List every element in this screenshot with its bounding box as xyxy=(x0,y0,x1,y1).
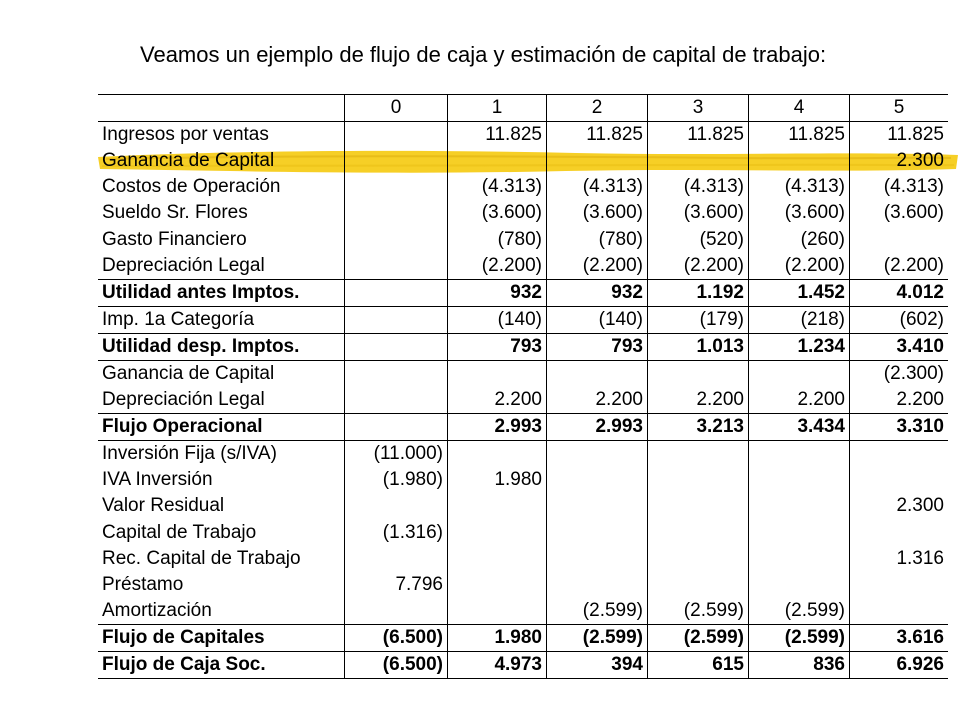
header-cell: 1 xyxy=(448,95,547,122)
table-row xyxy=(98,414,948,441)
value-cell xyxy=(749,148,850,174)
row-label: Utilidad desp. Imptos. xyxy=(98,333,345,360)
header-cell: 2 xyxy=(547,95,648,122)
value-cell: 4.973 xyxy=(448,651,547,678)
value-cell xyxy=(448,493,547,519)
value-cell xyxy=(547,467,648,493)
value-cell: 7.796 xyxy=(345,572,448,598)
value-cell: (4.313) xyxy=(749,174,850,200)
value-cell xyxy=(850,467,949,493)
value-cell: 3.410 xyxy=(850,333,949,360)
value-cell: 1.980 xyxy=(448,624,547,651)
value-cell xyxy=(448,598,547,625)
value-cell xyxy=(448,572,547,598)
value-cell xyxy=(850,598,949,625)
value-cell xyxy=(448,520,547,546)
value-cell: 793 xyxy=(448,333,547,360)
row-label: Rec. Capital de Trabajo xyxy=(98,546,345,572)
value-cell xyxy=(749,546,850,572)
value-cell: 932 xyxy=(448,279,547,306)
value-cell: (4.313) xyxy=(648,174,749,200)
value-cell: (4.313) xyxy=(547,174,648,200)
value-cell: 2.993 xyxy=(547,414,648,441)
value-cell xyxy=(749,467,850,493)
value-cell xyxy=(547,360,648,387)
table-row xyxy=(98,441,948,468)
table-row xyxy=(98,253,948,280)
header-cell: 0 xyxy=(345,95,448,122)
value-cell xyxy=(345,174,448,200)
value-cell: (2.200) xyxy=(547,253,648,280)
value-cell xyxy=(749,493,850,519)
value-cell: (2.200) xyxy=(448,253,547,280)
value-cell xyxy=(345,333,448,360)
value-cell: 1.980 xyxy=(448,467,547,493)
value-cell xyxy=(345,493,448,519)
header-cell: 5 xyxy=(893,97,905,119)
value-cell: 2.200 xyxy=(547,387,648,414)
table-header-row xyxy=(98,95,948,122)
value-cell: (780) xyxy=(448,226,547,252)
row-label: Depreciación Legal xyxy=(98,253,345,280)
value-cell xyxy=(547,546,648,572)
slide-title: Veamos un ejemplo de flujo de caja y estimación de capital de trabajo: xyxy=(140,42,827,67)
value-cell xyxy=(850,520,949,546)
table-row xyxy=(98,333,948,360)
table-row xyxy=(98,360,948,387)
value-cell: (140) xyxy=(547,306,648,333)
table-row xyxy=(98,651,948,678)
value-cell: 1.316 xyxy=(896,547,944,569)
value-cell xyxy=(850,572,949,598)
value-cell: (3.600) xyxy=(547,200,648,226)
header-cell: 4 xyxy=(749,95,850,122)
value-cell: (3.600) xyxy=(448,200,547,226)
value-cell xyxy=(345,253,448,280)
value-cell xyxy=(448,546,547,572)
value-cell xyxy=(345,546,448,572)
row-label: IVA Inversión xyxy=(98,467,345,493)
table-row xyxy=(98,174,948,200)
value-cell: (3.600) xyxy=(648,200,749,226)
value-cell: (4.313) xyxy=(448,174,547,200)
value-cell: (2.200) xyxy=(749,253,850,280)
value-cell: 11.825 xyxy=(648,122,749,149)
value-cell xyxy=(850,226,949,252)
row-label: Depreciación Legal xyxy=(98,387,345,414)
value-cell xyxy=(448,360,547,387)
value-cell: 2.200 xyxy=(448,387,547,414)
value-cell xyxy=(345,598,448,625)
value-cell: 1.013 xyxy=(648,333,749,360)
row-label: Amortización xyxy=(98,598,345,625)
table-row xyxy=(98,572,948,598)
table-row xyxy=(98,226,948,252)
value-cell: 2.993 xyxy=(448,414,547,441)
value-cell xyxy=(648,572,749,598)
value-cell: 1.234 xyxy=(749,333,850,360)
value-cell: 2.200 xyxy=(648,387,749,414)
value-cell: (520) xyxy=(648,226,749,252)
value-cell: (11.000) xyxy=(345,441,448,468)
row-label: Sueldo Sr. Flores xyxy=(98,200,345,226)
value-cell xyxy=(749,360,850,387)
value-cell: (1.316) xyxy=(345,520,448,546)
value-cell: 3.616 xyxy=(850,624,949,651)
value-cell xyxy=(648,467,749,493)
value-cell: 836 xyxy=(749,651,850,678)
value-cell: (2.599) xyxy=(749,624,850,651)
row-label: Flujo Operacional xyxy=(98,414,345,441)
value-cell: 11.825 xyxy=(448,122,547,149)
value-cell: (6.500) xyxy=(345,651,448,678)
value-cell xyxy=(448,148,547,174)
value-cell xyxy=(345,226,448,252)
value-cell xyxy=(547,572,648,598)
header-cell: 3 xyxy=(648,95,749,122)
value-cell: (2.599) xyxy=(547,598,648,625)
value-cell: 11.825 xyxy=(850,122,949,149)
value-cell xyxy=(648,441,749,468)
value-cell: 2.200 xyxy=(749,387,850,414)
value-cell xyxy=(547,520,648,546)
value-cell xyxy=(749,572,850,598)
table-row xyxy=(98,493,948,519)
table-row xyxy=(98,122,948,149)
row-label: Capital de Trabajo xyxy=(98,520,345,546)
value-cell xyxy=(345,148,448,174)
row-label: Gasto Financiero xyxy=(98,226,345,252)
row-label: Ingresos por ventas xyxy=(98,122,345,149)
value-cell: 793 xyxy=(547,333,648,360)
row-label: Ganancia de Capital xyxy=(98,360,345,387)
value-cell: 2.200 xyxy=(896,389,944,411)
value-cell xyxy=(648,148,749,174)
value-cell xyxy=(345,387,448,414)
value-cell xyxy=(345,200,448,226)
value-cell xyxy=(648,360,749,387)
table-row xyxy=(98,387,948,414)
value-cell: (2.599) xyxy=(547,624,648,651)
value-cell: 394 xyxy=(547,651,648,678)
value-cell: (2.300) xyxy=(850,360,949,387)
value-cell: (179) xyxy=(648,306,749,333)
header-cell xyxy=(98,95,345,122)
value-cell: 2.300 xyxy=(896,495,944,517)
row-label: Ganancia de Capital xyxy=(98,148,345,174)
value-cell: 615 xyxy=(648,651,749,678)
value-cell xyxy=(749,520,850,546)
value-cell xyxy=(850,441,949,468)
table-row xyxy=(98,306,948,333)
value-cell: (2.200) xyxy=(648,253,749,280)
value-cell xyxy=(547,148,648,174)
value-cell: 11.825 xyxy=(547,122,648,149)
row-label: Imp. 1a Categoría xyxy=(98,306,345,333)
value-cell: 3.434 xyxy=(749,414,850,441)
row-label: Valor Residual xyxy=(98,493,345,519)
value-cell xyxy=(648,493,749,519)
row-label: Inversión Fija (s/IVA) xyxy=(98,441,345,468)
value-cell xyxy=(345,122,448,149)
row-label: Costos de Operación xyxy=(98,174,345,200)
row-label: Flujo de Capitales xyxy=(98,624,345,651)
value-cell: (780) xyxy=(547,226,648,252)
value-cell xyxy=(648,546,749,572)
value-cell: (260) xyxy=(749,226,850,252)
table-row xyxy=(98,520,948,546)
value-cell: (2.599) xyxy=(648,598,749,625)
table-row xyxy=(98,279,948,306)
value-cell: (2.200) xyxy=(883,254,944,276)
value-cell: 6.926 xyxy=(850,651,949,678)
value-cell xyxy=(648,520,749,546)
value-cell: (1.980) xyxy=(345,467,448,493)
value-cell: 932 xyxy=(547,279,648,306)
table-row xyxy=(98,200,948,226)
row-label: Flujo de Caja Soc. xyxy=(98,651,345,678)
value-cell: (2.599) xyxy=(749,598,850,625)
table-row xyxy=(98,467,948,493)
value-cell xyxy=(547,493,648,519)
value-cell: (3.600) xyxy=(883,202,944,224)
value-cell xyxy=(345,279,448,306)
value-cell: (218) xyxy=(749,306,850,333)
value-cell: (140) xyxy=(448,306,547,333)
value-cell: (4.313) xyxy=(883,176,944,198)
value-cell: 1.192 xyxy=(648,279,749,306)
value-cell: 4.012 xyxy=(850,279,949,306)
value-cell: (6.500) xyxy=(345,624,448,651)
value-cell xyxy=(749,441,850,468)
value-cell: (602) xyxy=(850,306,949,333)
value-cell: (2.599) xyxy=(648,624,749,651)
value-cell: 2.300 xyxy=(896,150,944,172)
row-label: Préstamo xyxy=(98,572,345,598)
value-cell xyxy=(448,441,547,468)
value-cell: 3.310 xyxy=(850,414,949,441)
value-cell xyxy=(547,441,648,468)
value-cell xyxy=(345,306,448,333)
value-cell xyxy=(345,414,448,441)
value-cell: 3.213 xyxy=(648,414,749,441)
table-row xyxy=(98,624,948,651)
value-cell: 1.452 xyxy=(749,279,850,306)
cash-flow-table xyxy=(98,94,948,679)
table-row xyxy=(98,598,948,625)
value-cell xyxy=(345,360,448,387)
row-label: Utilidad antes Imptos. xyxy=(98,279,345,306)
value-cell: (3.600) xyxy=(749,200,850,226)
table-row xyxy=(98,546,948,572)
table-row xyxy=(98,148,948,174)
value-cell: 11.825 xyxy=(749,122,850,149)
